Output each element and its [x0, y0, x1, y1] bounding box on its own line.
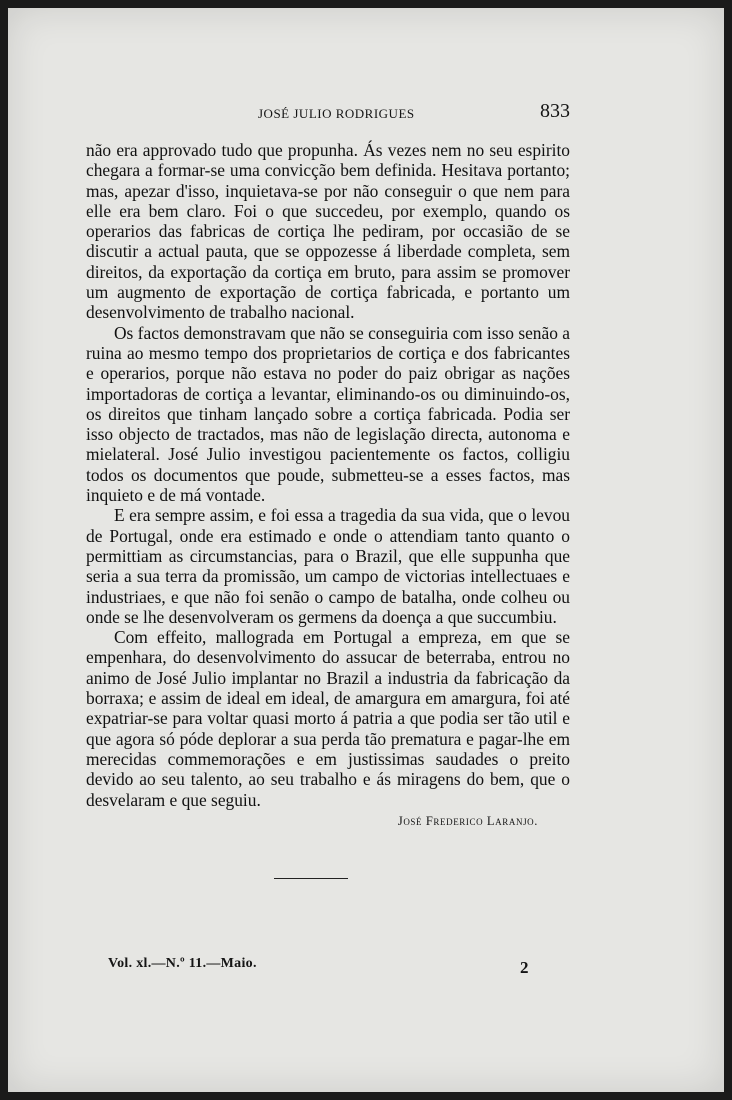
paragraph-4: Com effeito, mallograda em Portugal a empreza, em que se empenhara, do desenvolvimento do assucar de beterraba, entrou no animo de José Julio implantar no Brazil a industria da fabricação da borraxa; e assim de ideal em ideal, de amargura em amargura, foi até expatriar-se para voltar quasi morto á patria a que podia ser tão util e que agora só póde deplorar a sua perda tão prematura e pagar-lhe em merecidas commemorações e em justissimas saudades o preito devido ao seu talento, ao seu trabalho e ás miragens do bem, que o desvelaram e que seguiu.: [86, 627, 570, 810]
paragraph-2: Os factos demonstravam que não se conseguiria com isso senão a ruina ao mesmo tempo dos proprietarios de cortiça e dos fabricantes e operarios, porque não estava no poder do paiz obrigar as nações importadoras de cortiça a levantar, eliminando-os ou diminuindo-os, os direitos que tinham lançado sobre a cortiça fabricada. Podia ser isso objecto de tractados, mas não de legislação directa, autonoma e mielateral. José Julio investigou pacientemente os factos, colligiu todos os documentos que poude, submetteu-se a esses factos, mas inquieto e de má vontade.: [86, 322, 570, 506]
section-rule: [274, 878, 348, 879]
author-signature: José Frederico Laranjo.: [397, 814, 538, 828]
page-header: [8, 100, 724, 130]
signature-mark: 2: [520, 958, 529, 977]
running-head: JOSÉ JULIO RODRIGUES: [258, 106, 415, 121]
body-text: [86, 140, 570, 810]
page-number: 833: [540, 100, 570, 122]
book-page: [8, 8, 724, 1092]
volume-line: Vol. xl.—N.º 11.—Maio.: [108, 956, 257, 971]
paragraph-1: não era approvado tudo que propunha. Ás vezes nem no seu espirito chegara a formar-se uma convicção bem definida. Hesitava portanto; mas, apezar d'isso, inquietava-se por não conseguir o que nem para elle era bem claro. Foi o que succedeu, por exemplo, quando os operarios das fabricas de cortiça lhe pediram, por occasião de se discutir a actual pauta, que se oppozesse á liberdade completa, sem direitos, da exportação da cortiça em bruto, para assim se promover um augmento de exportação de cortiça fabricada, e portanto um desenvolvimento de trabalho nacional.: [86, 140, 570, 323]
page-footer: [8, 956, 724, 982]
paragraph-3: E era sempre assim, e foi essa a tragedia da sua vida, que o levou de Portugal, onde era estimado e onde o attendiam tanto quanto o permittiam as circumstancias, para o Brazil, que elle suppunha que seria a sua terra da promissão, um campo de victorias intellectuaes e industriaes, e que não foi senão o campo de batalha, onde colheu ou onde se lhe desenvolveram os germens da doença a que succumbiu.: [86, 505, 570, 627]
